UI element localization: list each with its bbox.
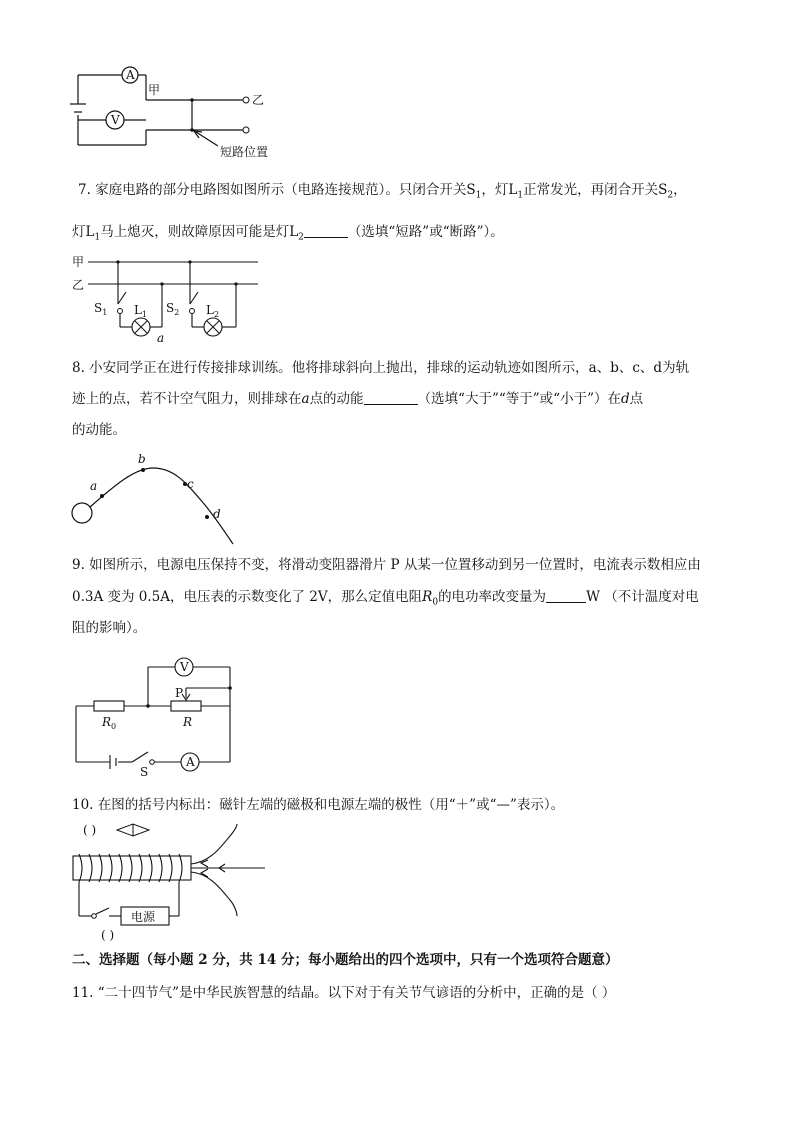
fig7-label-yi: 乙 (72, 278, 85, 292)
label-jia: 甲 (148, 83, 161, 97)
fig7-label-l1: $L_1$ (134, 303, 148, 319)
q7-line2: 灯$L_1$马上熄灭，则故障原因可能是灯$L_2$ （选填“短路”或“断路”）。 (72, 224, 504, 243)
needle-pole-bracket[interactable]: ( ) (83, 823, 97, 837)
power-source-label: 电源 (131, 910, 156, 924)
q10-line1: 10. 在图的括号内标出：磁针左端的磁极和电源左端的极性（用“＋”或“—”表示）。 (72, 797, 565, 813)
volleyball (72, 503, 92, 523)
terminal-lower (243, 127, 249, 133)
lamp-l2-symbol (204, 318, 222, 336)
q6-circuit-figure (60, 60, 290, 165)
fig7-label-s1: $S_1$ (94, 301, 108, 317)
fig7-label-s2: $S_2$ (166, 301, 180, 317)
q9-line3: 阻的影响）。 (72, 620, 147, 636)
ammeter-label: A (126, 68, 135, 82)
voltmeter-label: V (111, 113, 120, 127)
fig9-p-label: P (175, 686, 184, 700)
rheostat-r (171, 701, 201, 711)
q10-solenoid-figure (65, 818, 265, 943)
q8-line2: 迹上的点，若不计空气阻力，则排球在a点的动能 （选填“大于”“等于”或“小于”）在d点 (72, 391, 644, 407)
q8-answer-blank[interactable] (364, 390, 418, 405)
short-position-label: 短路位置 (220, 145, 269, 159)
q9-answer-blank[interactable] (546, 588, 586, 603)
fig9-r0-label: $R_0$ (102, 715, 117, 731)
terminal-yi (243, 97, 249, 103)
q8-line3: 的动能。 (72, 422, 126, 438)
fig7-label-l2: $L_2$ (206, 303, 220, 319)
q9-line1: 9. 如图所示，电源电压保持不变，将滑动变阻器滑片 P 从某一位置移动到另一位置时，电流表示数相应由 (72, 557, 701, 573)
q8-trajectory-figure (65, 450, 245, 550)
q7-line1: 7. 家庭电路的部分电路图如图所示（电路连接规范）。只闭合开关$S_1$，灯$L_1$正常发光，再闭合开关$S_2$， (78, 182, 687, 201)
lamp-l1-symbol (132, 318, 150, 336)
resistor-r0 (94, 701, 124, 711)
q8-line1: 8. 小安同学正在进行传接排球训练。他将排球斜向上抛出，排球的运动轨迹如图所示，a、b、c、d为轨 (72, 360, 690, 376)
fig9-s-label: S (140, 765, 149, 779)
trajectory-curve (90, 468, 233, 544)
fig9-v-label: V (180, 660, 189, 674)
fig7-label-a: a (157, 331, 165, 345)
fig9-a-label: A (186, 755, 195, 769)
q9-circuit-figure (68, 652, 248, 777)
label-yi: 乙 (252, 93, 265, 107)
power-polarity-bracket[interactable]: ( ) (101, 928, 115, 942)
fig7-label-jia: 甲 (72, 255, 85, 269)
point-d-label: d (213, 507, 221, 521)
q11-line1: 11. “二十四节气”是中华民族智慧的结晶。以下对于有关节气谚语的分析中，正确的是（ ） (72, 985, 616, 1001)
q7-answer-blank[interactable] (304, 223, 348, 238)
q7-circuit-figure (70, 252, 270, 347)
point-a-label: a (90, 479, 98, 493)
point-c-label: c (187, 477, 194, 491)
fig9-r-label: R (183, 715, 193, 729)
q9-line2: 0.3A 变为 0.5A，电压表的示数变化了 2V，那么定值电阻$R_0$的电功率改变量为 W （不计温度对电 (72, 589, 699, 608)
section2-heading: 二、选择题（每小题 2 分，共 14 分；每小题给出的四个选项中，只有一个选项符合题意） (72, 952, 619, 968)
point-b-label: b (138, 452, 146, 466)
